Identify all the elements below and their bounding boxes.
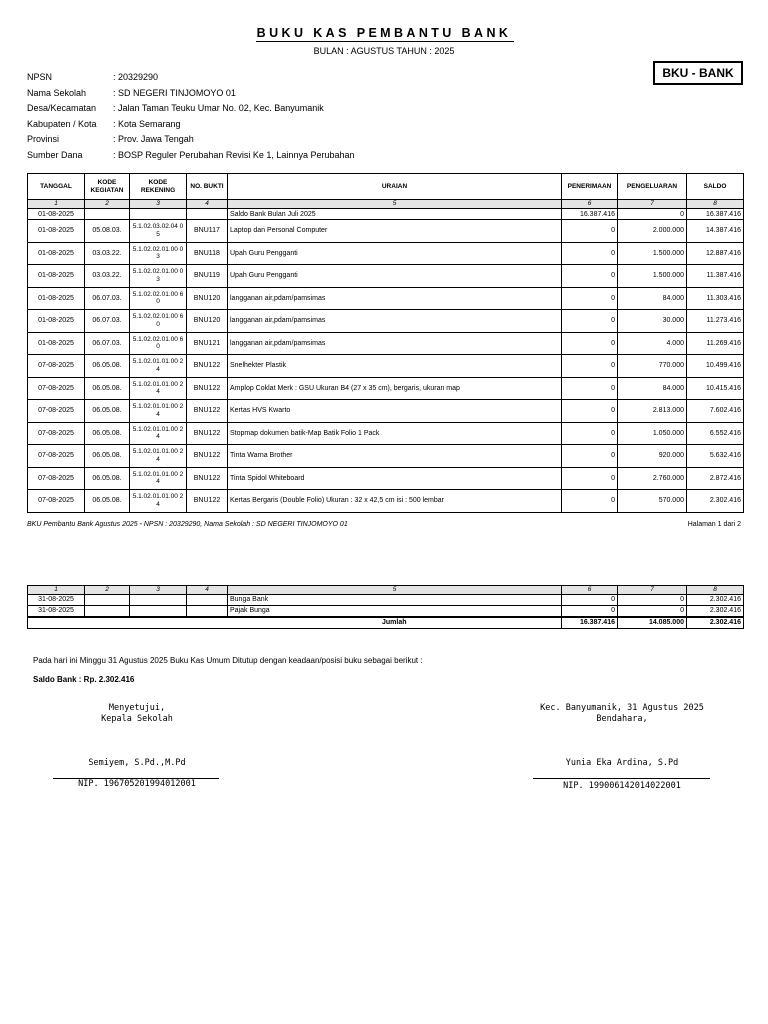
cell-saldo: 10.415.416 [687,377,744,400]
table-row [28,422,744,445]
cell-no-bukti [187,209,228,220]
table-row [28,220,744,243]
cell-uraian: Pajak Bunga [228,606,562,618]
cell-kode-kegiatan [85,209,130,220]
cell-saldo: 2.872.416 [687,467,744,490]
cell-kode-rekening: 5.1.02.01.01.00 24 [130,400,187,423]
cell-kode-kegiatan: 06.07.03. [85,310,130,333]
cell-kode-kegiatan: 03.03.22. [85,265,130,288]
cell-uraian: langganan air,pdam/pamsimas [228,332,562,355]
table-row [28,400,744,423]
cell-kode-rekening [130,209,187,220]
cell-no-bukti: BNU122 [187,445,228,468]
info-row [27,132,355,148]
cell-pengeluaran: 30.000 [618,310,687,333]
cell-uraian: Tinta Spidol Whiteboard [228,467,562,490]
col-number: 1 [28,200,85,209]
info-label: Sumber Dana [27,149,83,160]
cell-kode-rekening: 5.1.02.02.01.00 03 [130,242,187,265]
cell-kode-rekening [130,606,187,618]
cell-saldo: 12.887.416 [687,242,744,265]
cell-pengeluaran: 570.000 [618,490,687,513]
cell-kode-rekening: 5.1.02.02.01.00 60 [130,310,187,333]
col-number: 3 [130,586,187,595]
cell-penerimaan: 0 [562,400,618,423]
cell-uraian: langganan air,pdam/pamsimas [228,310,562,333]
col-number: 7 [618,586,687,595]
cell-pengeluaran: 0 [618,606,687,618]
info-row [27,117,355,133]
cell-saldo: 11.387.416 [687,265,744,288]
table-row [28,377,744,400]
info-label: Provinsi [27,134,60,144]
table-row [28,467,744,490]
cell-kode-rekening: 5.1.02.01.01.00 24 [130,377,187,400]
info-value: : Prov. Jawa Tengah [113,134,194,144]
cell-kode-kegiatan: 06.05.08. [85,467,130,490]
col-number: 4 [187,200,228,209]
cell-penerimaan: 0 [562,265,618,288]
right-signer-name: Yunia Eka Ardina, S.Pd [565,758,679,768]
cell-pengeluaran: 0 [618,209,687,220]
cell-no-bukti: BNU122 [187,490,228,513]
table-row [28,265,744,288]
left-signer-nip: NIP. 196705201994012001 [78,779,196,789]
cell-saldo: 6.552.416 [687,422,744,445]
cell-no-bukti: BNU117 [187,220,228,243]
left-approval-label: Menyetujui, [108,703,166,713]
cell-penerimaan: 0 [562,377,618,400]
cell-penerimaan: 16.387.416 [562,209,618,220]
cell-kode-kegiatan: 05.08.03. [85,220,130,243]
header-kode-kegiatan: KODE KEGIATAN [85,174,130,200]
cell-kode-kegiatan: 03.03.22. [85,242,130,265]
cell-uraian: Kertas HVS Kwarto [228,400,562,423]
cell-kode-kegiatan: 06.07.03. [85,287,130,310]
cell-uraian: Upah Guru Pengganti [228,242,562,265]
cell-pengeluaran: 1.050.000 [618,422,687,445]
table-row [28,332,744,355]
cell-kode-rekening: 5.1.02.01.01.00 24 [130,490,187,513]
title-underline [256,41,514,42]
cell-kode-rekening: 5.1.02.02.01.00 60 [130,287,187,310]
cell-uraian: Kertas Bergaris (Double Folio) Ukuran : 32 x 42,5 cm isi : 500 lembar [228,490,562,513]
cell-kode-rekening: 5.1.02.01.01.00 24 [130,445,187,468]
right-place-date: Kec. Banyumanik, 31 Agustus 2025 [540,703,704,713]
cell-tanggal: 01-08-2025 [28,332,85,355]
cell-pengeluaran: 1.500.000 [618,265,687,288]
cell-kode-kegiatan: 06.07.03. [85,332,130,355]
col-number: 6 [562,586,618,595]
col-number: 2 [85,200,130,209]
cell-kode-kegiatan: 06.05.08. [85,400,130,423]
cell-tanggal: 31-08-2025 [28,606,85,618]
cell-pengeluaran: 0 [618,595,687,606]
cell-pengeluaran: 770.000 [618,355,687,378]
header-penerimaan: PENERIMAAN [562,174,618,200]
total-penerimaan: 16.387.416 [562,617,618,629]
table-row [28,287,744,310]
col-number: 5 [228,200,562,209]
total-spacer [28,617,228,629]
table-row [28,606,744,618]
info-label: Nama Sekolah [27,87,87,98]
cell-pengeluaran: 2.813.000 [618,400,687,423]
cell-no-bukti: BNU122 [187,377,228,400]
col-number: 2 [85,586,130,595]
table-row [28,595,744,606]
cell-penerimaan: 0 [562,287,618,310]
cell-tanggal: 01-08-2025 [28,310,85,333]
cell-no-bukti: BNU118 [187,242,228,265]
cell-saldo: 7.602.416 [687,400,744,423]
cell-penerimaan: 0 [562,445,618,468]
cell-pengeluaran: 1.500.000 [618,242,687,265]
total-saldo: 2.302.416 [687,617,744,629]
cell-saldo: 16.387.416 [687,209,744,220]
cell-kode-kegiatan: 06.05.08. [85,422,130,445]
col-number: 4 [187,586,228,595]
cell-saldo: 11.303.416 [687,287,744,310]
cell-penerimaan: 0 [562,310,618,333]
cell-kode-rekening: 5.1.02.03.02.04 05 [130,220,187,243]
cell-uraian: Stopmap dokumen batik-Map Batik Folio 1 Pack [228,422,562,445]
info-value: : 20329290 [113,72,159,82]
cell-saldo: 11.269.416 [687,332,744,355]
column-number-row [28,586,744,595]
right-role: Bendahara, [596,714,648,724]
ledger-table-page-2 [27,585,744,629]
document-subtitle: BULAN : AGUSTUS TAHUN : 2025 [313,46,455,56]
cell-kode-rekening: 5.1.02.01.01.00 24 [130,467,187,490]
info-row [27,70,355,86]
header-saldo: SALDO [687,174,744,200]
info-value: : Jalan Taman Teuku Umar No. 02, Kec. Banyumanik [113,103,324,113]
cell-no-bukti: BNU122 [187,400,228,423]
header-kode-rekening: KODE REKENING [130,174,187,200]
ledger-table [27,173,744,513]
cell-tanggal: 07-08-2025 [28,490,85,513]
cell-kode-kegiatan: 06.05.08. [85,377,130,400]
info-row [27,86,355,102]
cell-pengeluaran: 84.000 [618,377,687,400]
cell-uraian: langganan air,pdam/pamsimas [228,287,562,310]
cell-penerimaan: 0 [562,220,618,243]
left-signer-name: Semiyem, S.Pd.,M.Pd [88,758,186,768]
cell-tanggal: 31-08-2025 [28,595,85,606]
info-label: Desa/Kecamatan [27,103,97,113]
cell-no-bukti [187,595,228,606]
info-value: : BOSP Reguler Perubahan Revisi Ke 1, Lainnya Perubahan [113,149,355,160]
column-number-row [28,200,744,209]
bku-bank-badge: BKU - BANK [653,61,743,85]
col-number: 6 [562,200,618,209]
cell-penerimaan: 0 [562,490,618,513]
cell-penerimaan: 0 [562,332,618,355]
cell-uraian: Snelhekter Plastik [228,355,562,378]
cell-pengeluaran: 4.000 [618,332,687,355]
page-number: Halaman 1 dari 2 [687,521,741,528]
col-number: 3 [130,200,187,209]
cell-tanggal: 07-08-2025 [28,467,85,490]
cell-pengeluaran: 2.760.000 [618,467,687,490]
cell-saldo: 11.273.416 [687,310,744,333]
table-row [28,209,744,220]
closing-statement: Pada hari ini Minggu 31 Agustus 2025 Buku Kas Umum Ditutup dengan keadaan/posisi buku sebagai berikut : [33,656,423,665]
school-info [27,70,355,163]
right-signature-line [533,778,710,779]
cell-no-bukti [187,606,228,618]
cell-pengeluaran: 84.000 [618,287,687,310]
cell-uraian: Bunga Bank [228,595,562,606]
cell-tanggal: 07-08-2025 [28,355,85,378]
header-pengeluaran: PENGELUARAN [618,174,687,200]
saldo-bank: Saldo Bank : Rp. 2.302.416 [33,675,135,684]
cell-no-bukti: BNU120 [187,287,228,310]
total-row [28,617,744,629]
header-tanggal: TANGGAL [28,174,85,200]
cell-no-bukti: BNU122 [187,355,228,378]
cell-no-bukti: BNU121 [187,332,228,355]
cell-kode-kegiatan [85,606,130,618]
total-pengeluaran: 14.085.000 [618,617,687,629]
cell-penerimaan: 0 [562,606,618,618]
cell-tanggal: 07-08-2025 [28,400,85,423]
right-signer-nip: NIP. 199006142014022001 [563,781,681,791]
cell-saldo: 2.302.416 [687,490,744,513]
cell-saldo: 10.499.416 [687,355,744,378]
document-title: BUKU KAS PEMBANTU BANK [256,26,512,40]
left-role: Kepala Sekolah [101,714,173,724]
cell-saldo: 2.302.416 [687,595,744,606]
info-value: : SD NEGERI TINJOMOYO 01 [113,87,236,98]
col-number: 7 [618,200,687,209]
cell-tanggal: 07-08-2025 [28,445,85,468]
cell-tanggal: 01-08-2025 [28,220,85,243]
cell-tanggal: 07-08-2025 [28,422,85,445]
table-row [28,355,744,378]
info-label: NPSN [27,72,53,82]
cell-kode-kegiatan [85,595,130,606]
total-label: Jumlah [228,617,562,629]
cell-uraian: Saldo Bank Bulan Juli 2025 [228,209,562,220]
cell-saldo: 5.632.416 [687,445,744,468]
cell-uraian: Amplop Coklat Merk : GSU Ukuran B4 (27 x 35 cm), bergaris, ukuran map [228,377,562,400]
cell-kode-rekening: 5.1.02.01.01.00 24 [130,355,187,378]
cell-uraian: Upah Guru Pengganti [228,265,562,288]
info-row [27,101,355,117]
cell-no-bukti: BNU120 [187,310,228,333]
cell-no-bukti: BNU122 [187,467,228,490]
cell-saldo: 14.387.416 [687,220,744,243]
table-row [28,242,744,265]
header-no-bukti: NO. BUKTI [187,174,228,200]
cell-tanggal: 01-08-2025 [28,265,85,288]
table-header-row [28,174,744,200]
table-row [28,310,744,333]
cell-kode-rekening: 5.1.02.01.01.00 24 [130,422,187,445]
cell-tanggal: 07-08-2025 [28,377,85,400]
col-number: 8 [687,200,744,209]
col-number: 1 [28,586,85,595]
cell-uraian: Tinta Warna Brother [228,445,562,468]
header-uraian: URAIAN [228,174,562,200]
cell-kode-kegiatan: 06.05.08. [85,490,130,513]
cell-kode-rekening: 5.1.02.02.01.00 03 [130,265,187,288]
cell-pengeluaran: 2.000.000 [618,220,687,243]
cell-tanggal: 01-08-2025 [28,287,85,310]
cell-kode-rekening [130,595,187,606]
cell-penerimaan: 0 [562,242,618,265]
cell-kode-kegiatan: 06.05.08. [85,355,130,378]
cell-tanggal: 01-08-2025 [28,209,85,220]
cell-kode-rekening: 5.1.02.02.01.00 60 [130,332,187,355]
cell-kode-kegiatan: 06.05.08. [85,445,130,468]
col-number: 8 [687,586,744,595]
page-footer-note: BKU Pembantu Bank Agustus 2025 - NPSN : 20329290, Nama Sekolah : SD NEGERI TINJOMOYO 01 [27,521,348,528]
info-row [27,148,355,164]
cell-pengeluaran: 920.000 [618,445,687,468]
cell-tanggal: 01-08-2025 [28,242,85,265]
info-value: : Kota Semarang [113,118,181,129]
cell-uraian: Laptop dan Personal Computer [228,220,562,243]
cell-penerimaan: 0 [562,355,618,378]
table-row [28,445,744,468]
cell-saldo: 2.302.416 [687,606,744,618]
cell-no-bukti: BNU119 [187,265,228,288]
cell-penerimaan: 0 [562,467,618,490]
cell-penerimaan: 0 [562,422,618,445]
cell-no-bukti: BNU122 [187,422,228,445]
col-number: 5 [228,586,562,595]
info-label: Kabupaten / Kota [27,118,97,129]
cell-penerimaan: 0 [562,595,618,606]
table-row [28,490,744,513]
